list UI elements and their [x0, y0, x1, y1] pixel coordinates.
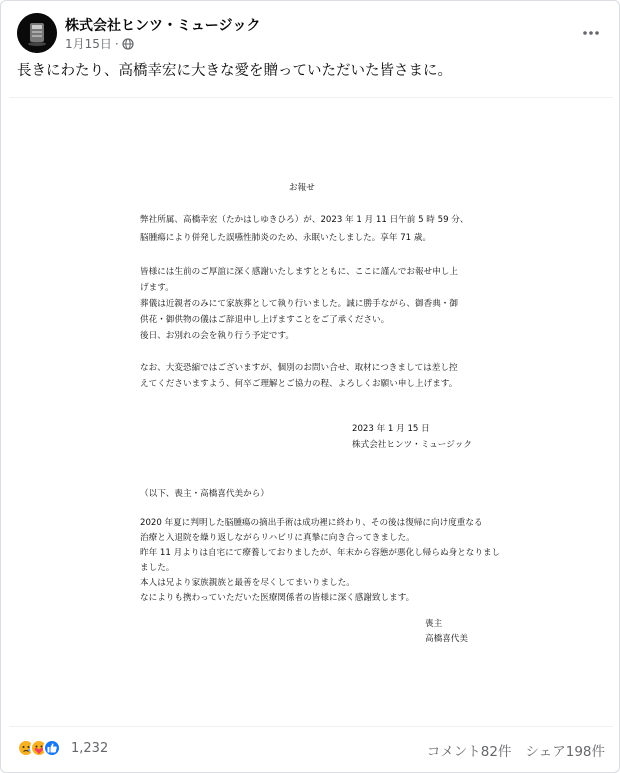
post-stats: [427, 740, 605, 760]
post-caption: 長きにわたり、高橋幸宏に大きな愛を贈っていただいた皆さまに。: [17, 63, 452, 79]
doc-second-line: ました。: [140, 563, 175, 573]
more-dots-icon: [583, 31, 599, 35]
doc-line: げます。: [140, 283, 174, 293]
reaction-count[interactable]: 1,232: [71, 741, 109, 756]
post-meta: [65, 35, 134, 52]
more-options-button[interactable]: [577, 19, 605, 47]
avatar-logo-icon: [17, 13, 57, 53]
doc-sign-date: 2023 年 1 月 15 日: [352, 424, 430, 434]
post-footer: [17, 737, 605, 761]
doc-second-line: 本人は兄より家族親族と最善を尽くしてまいりました。: [140, 578, 355, 588]
announcement-image[interactable]: [9, 97, 613, 727]
doc-second-heading: （以下、喪主・高橋喜代美から）: [140, 489, 269, 499]
page-name[interactable]: 株式会社ヒンツ・ミュージック: [65, 18, 261, 34]
page-avatar[interactable]: [17, 13, 57, 53]
globe-icon[interactable]: [122, 38, 134, 50]
share-count-link[interactable]: シェア198件: [525, 744, 605, 760]
doc-second-line: 治療と入退院を繰り返しながらリハビリに真摯に向き合ってきました。: [140, 533, 415, 543]
post-header: [17, 13, 605, 57]
doc-line: 皆様には生前のご厚誼に深く感謝いたしますとともに、ここに謹んでお報せ申し上: [140, 267, 458, 277]
doc-line: 供花・御供物の儀はご辞退申し上げますことをご了承ください。: [140, 315, 390, 325]
doc-line: 脳腫瘍により併発した誤嚥性肺炎のため、永眠いたしました。享年 71 歳。: [140, 233, 432, 243]
doc-second-line: 2020 年夏に判明した脳腫瘍の摘出手術は成功裡に終わり、その後は復帰に向け度重なる: [140, 518, 483, 528]
comment-count-link[interactable]: コメント82件: [426, 744, 512, 760]
like-reaction-icon: [43, 739, 61, 757]
post-date[interactable]: 1月15日: [65, 37, 112, 51]
doc-line: なお、大変恐縮ではございますが、個別のお問い合せ、取材につきましては差し控: [140, 363, 458, 373]
doc-sign-company: 株式会社ヒンツ・ミュージック: [352, 440, 472, 450]
reaction-icons[interactable]: [17, 739, 56, 757]
doc-line: えてくださいますよう、何卒ご理解とご協力の程、よろしくお願い申し上げます。: [140, 379, 458, 389]
doc-second-line: 昨年 11 月よりは自宅にて療養しておりましたが、年末から容態が悪化し帰らぬ身となりまし: [140, 548, 501, 558]
doc-second-line: なによりも携わっていただいた医療関係者の皆様に深く感謝致します。: [140, 593, 415, 603]
doc-line: 後日、お別れの会を執り行う予定です。: [140, 331, 295, 341]
doc-line: 葬儀は近親者のみにて家族葬として執り行いました。誠に勝手ながら、御香典・御: [140, 299, 458, 309]
doc-mourner-name: 高橋喜代美: [425, 634, 468, 644]
doc-mourner-label: 喪主: [425, 619, 443, 629]
meta-separator: ·: [114, 36, 119, 51]
doc-line: 弊社所属、高橋幸宏（たかはしゆきひろ）が、2023 年 1 月 11 日午前 5 時 59 分、: [140, 215, 469, 225]
doc-title: お報せ: [289, 183, 315, 193]
